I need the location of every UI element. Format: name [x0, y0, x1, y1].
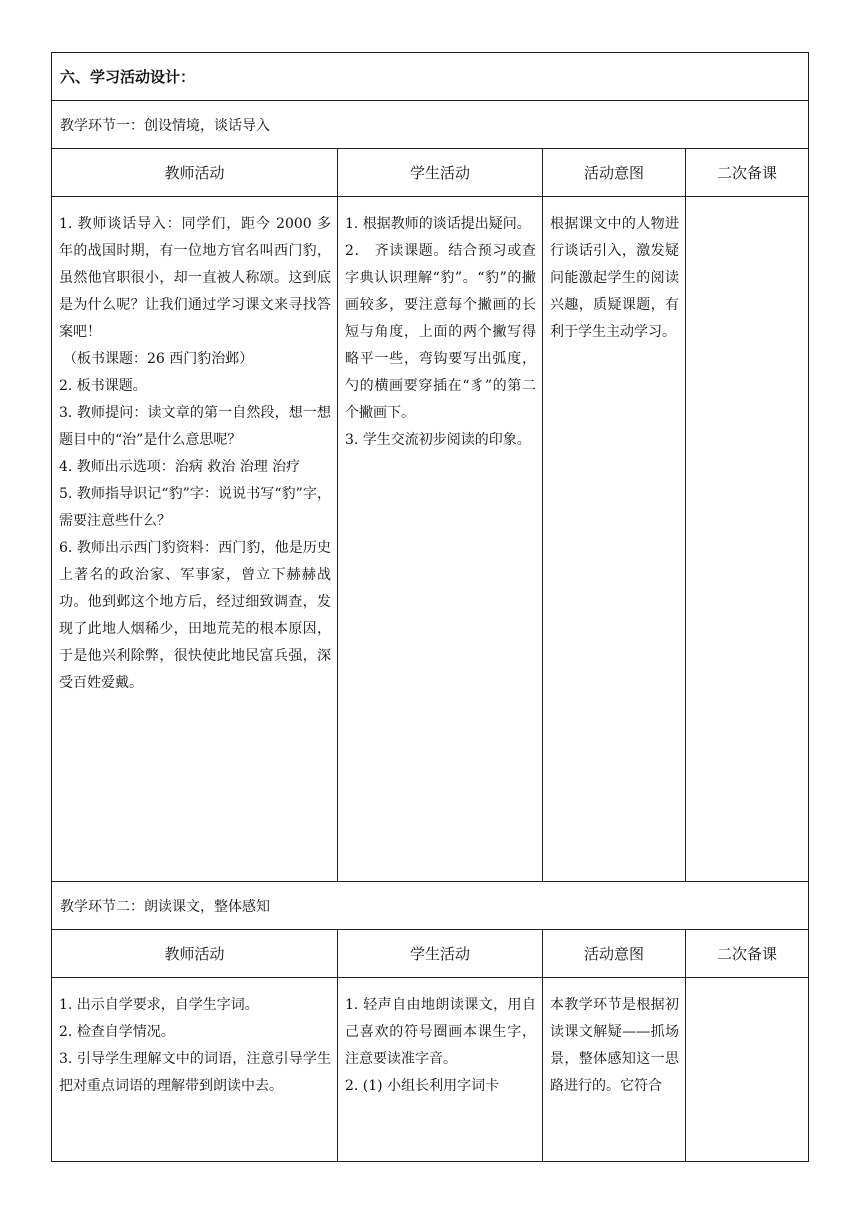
step1-teacher-item: 1. 教师谈话导入：同学们，距今 2000 多年的战国时期，有一位地方官名叫西门豹，虽然他官职很小，却一直被人称颂。这到底是为什么呢？让我们通过学习课文来寻找答案吧！	[59, 216, 331, 340]
step1-student-item: 2． 齐读课题。结合预习或查字典认识理解“豹”。“豹”的撇画较多，要注意每个撇画的长短与角度，上面的两个撇写得略平一些，弯钩要写出弧度，勺的横画要穿插在“豸”的第二个撇画下。	[345, 243, 536, 421]
step2-teacher-item: 3. 引导学生理解文中的词语，注意引导学生把对重点词语的理解带到朗读中去。	[59, 1051, 331, 1094]
step1-student-cell	[338, 197, 543, 882]
step1-student-item: 1. 根据教师的谈话提出疑问。	[345, 216, 531, 232]
step2-intent-text: 本教学环节是根据初读课文解疑——抓场景，整体感知这一思路进行的。它符合	[550, 997, 679, 1094]
step1-intent-text: 根据课文中的人物进行谈话引入，激发疑问能激起学生的阅读兴趣，质疑课题，有利于学生主动学习。	[550, 216, 679, 340]
step2-student-item: 2. (1) 小组长利用字词卡	[345, 1078, 500, 1094]
header-student-activity: 学生活动	[338, 149, 543, 197]
step2-student-cell	[338, 978, 543, 1162]
step1-student-item: 3. 学生交流初步阅读的印象。	[345, 432, 531, 448]
step1-teacher-item: 2. 板书课题。	[59, 378, 147, 394]
step1-title: 教学环节一：创设情境，谈话导入	[52, 101, 809, 149]
header-second-prep: 二次备课	[686, 149, 809, 197]
header-second-prep: 二次备课	[686, 930, 809, 978]
step1-teacher-item: 5. 教师指导识记“豹”字：说说书写“豹”字，需要注意些什么？	[59, 486, 331, 529]
step1-intent-cell	[543, 197, 686, 882]
step2-second-prep-cell	[686, 978, 809, 1162]
header-teacher-activity: 教师活动	[52, 930, 338, 978]
step2-student-item: 1. 轻声自由地朗读课文，用自己喜欢的符号圈画本课生字，注意要读准字音。	[345, 997, 536, 1067]
step2-title: 教学环节二：朗读课文，整体感知	[52, 882, 809, 930]
section-title: 六、学习活动设计：	[52, 53, 809, 101]
header-activity-intent: 活动意图	[543, 149, 686, 197]
step1-second-prep-cell	[686, 197, 809, 882]
step1-teacher-item: 4. 教师出示选项：治病 救治 治理 治疗	[59, 459, 301, 475]
step2-intent-cell	[543, 978, 686, 1162]
step2-teacher-item: 2. 检查自学情况。	[59, 1024, 175, 1040]
step1-teacher-item: （板书课题：26 西门豹治邺）	[63, 351, 254, 367]
lesson-design-table	[51, 52, 809, 1162]
step1-teacher-cell	[52, 197, 338, 882]
step2-teacher-cell	[52, 978, 338, 1162]
step1-teacher-item: 6. 教师出示西门豹资料：西门豹，他是历史上著名的政治家、军事家，曾立下赫赫战功。他到邺这个地方后，经过细致调查，发现了此地人烟稀少，田地荒芜的根本原因，于是他兴利除弊，很快使此地民富兵强，深受百姓爱戴。	[59, 540, 331, 691]
step1-teacher-item: 3. 教师提问：读文章的第一自然段，想一想题目中的“治”是什么意思呢？	[59, 405, 331, 448]
header-activity-intent: 活动意图	[543, 930, 686, 978]
header-student-activity: 学生活动	[338, 930, 543, 978]
header-teacher-activity: 教师活动	[52, 149, 338, 197]
step2-teacher-item: 1. 出示自学要求，自学生字词。	[59, 997, 259, 1013]
